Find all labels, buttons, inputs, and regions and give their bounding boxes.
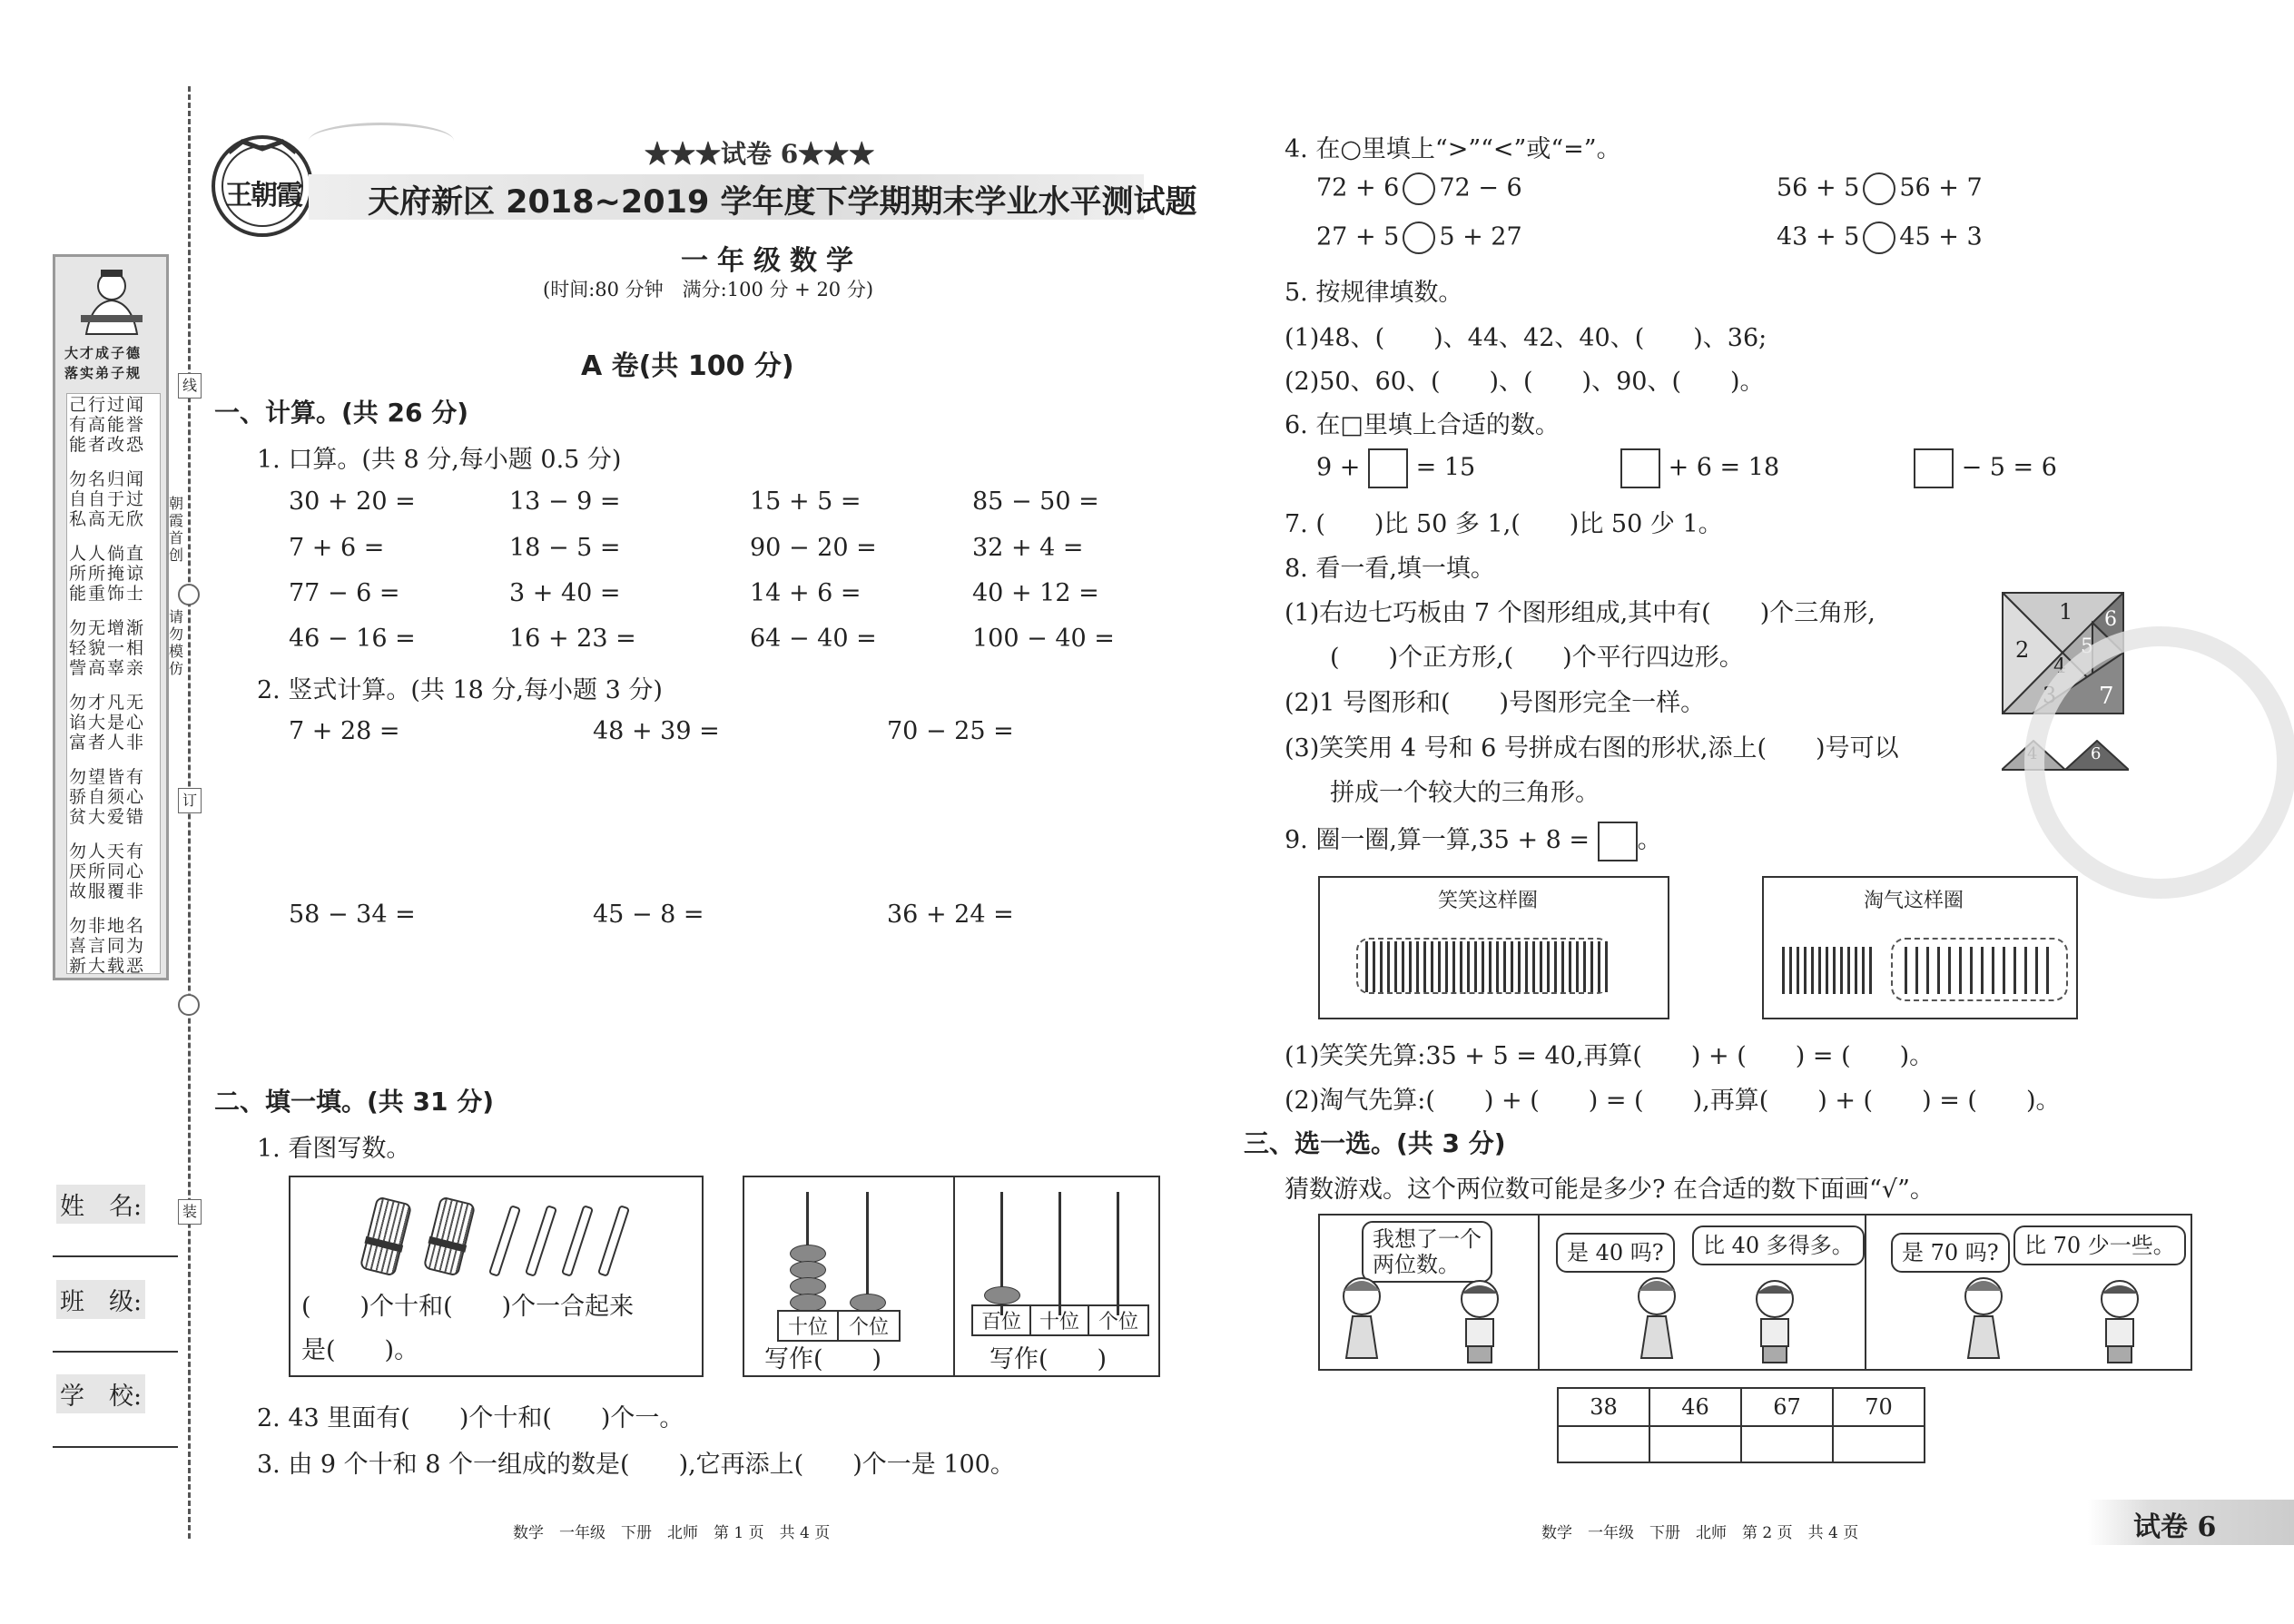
footer-tag: 试卷 6 bbox=[2133, 1511, 2217, 1543]
tangram-num: 3 bbox=[2043, 683, 2057, 708]
compare-right: 5 + 27 bbox=[1439, 222, 1522, 251]
motto-line: 有高能誉 bbox=[69, 415, 146, 435]
motto-line: 轻貌一相 bbox=[69, 638, 146, 658]
s2-q7: 7. ( )比 50 多 1,( )比 50 少 1。 bbox=[1285, 510, 1723, 538]
abacus-place-label: 十位 bbox=[1031, 1306, 1089, 1334]
s2-q8-title: 8. 看一看,填一填。 bbox=[1285, 555, 1495, 583]
abacus-label-row bbox=[971, 1304, 1149, 1336]
s2-q8-3a: (3)笑笑用 4 号和 6 号拼成右图的形状,添上( )号可以 bbox=[1285, 734, 1899, 763]
s2-q6-title: 6. 在□里填上合适的数。 bbox=[1285, 411, 1560, 439]
compare-circle[interactable] bbox=[1403, 172, 1435, 205]
oral-item: 40 + 12 = bbox=[972, 579, 1099, 607]
girl-illustration bbox=[1952, 1271, 2015, 1368]
ribbon-decoration bbox=[309, 123, 454, 159]
compare-circle[interactable] bbox=[1863, 172, 1895, 205]
compare-item bbox=[1777, 221, 1983, 254]
motto-line: 喜言同为 bbox=[69, 936, 146, 956]
answer-box[interactable] bbox=[1598, 822, 1638, 861]
q9-text: 9. 圈一圈,算一算,35 + 8 = bbox=[1285, 826, 1590, 854]
oral-item: 32 + 4 = bbox=[972, 534, 1084, 562]
vertical-item: 36 + 24 = bbox=[887, 901, 1014, 929]
class-label: 班 级: bbox=[56, 1280, 145, 1319]
compare-left: 72 + 6 bbox=[1316, 173, 1400, 202]
abacus-bead bbox=[850, 1294, 886, 1312]
motto-line: 勿人天有 bbox=[69, 842, 146, 861]
s2-q5-title: 5. 按规律填数。 bbox=[1285, 279, 1463, 307]
bundle-sticks bbox=[1782, 947, 1873, 994]
choice-value: 70 bbox=[1833, 1388, 1925, 1426]
slogan-1: 大才成子德 bbox=[64, 345, 143, 361]
abacus-place-label: 个位 bbox=[848, 1316, 889, 1339]
speech-bubble: 比 40 多得多。 bbox=[1692, 1225, 1865, 1265]
answer-box[interactable] bbox=[1914, 448, 1954, 488]
scholar-illustration bbox=[74, 266, 150, 339]
s3-intro: 猜数游戏。这个两位数可能是多少? 在合适的数下面画“√”。 bbox=[1285, 1176, 1935, 1204]
bubble-line: 两位数。 bbox=[1373, 1252, 1460, 1277]
motto-line: 勿望皆有 bbox=[69, 767, 146, 787]
speech-bubble: 是 70 吗? bbox=[1891, 1233, 2010, 1273]
check-cell[interactable] bbox=[1833, 1426, 1925, 1462]
circle-method-box-1 bbox=[1318, 876, 1669, 1019]
section3-heading: 三、选一选。(共 3 分) bbox=[1244, 1128, 1506, 1158]
eq-text: − 5 = 6 bbox=[1961, 453, 2057, 482]
motto-line: 勿无增渐 bbox=[69, 618, 146, 638]
abacus-place-label: 个位 bbox=[1098, 1311, 1138, 1334]
abacus-rod bbox=[866, 1192, 869, 1310]
seal-char-top: 线 bbox=[178, 373, 202, 399]
stick-bundle bbox=[359, 1196, 413, 1276]
panel-divider bbox=[1865, 1216, 1866, 1369]
motto-line: 己行过闻 bbox=[69, 395, 146, 415]
compare-item bbox=[1316, 221, 1522, 254]
motto-line: 勿才凡无 bbox=[69, 693, 146, 713]
compare-item bbox=[1777, 172, 1983, 205]
motto-line: 故服覆非 bbox=[69, 881, 146, 901]
tangram-num: 7 bbox=[2099, 683, 2114, 710]
eq-text: 9 + bbox=[1316, 453, 1361, 482]
tangram-num: 6 bbox=[2091, 744, 2102, 763]
abacus-place-label: 百位 bbox=[973, 1306, 1031, 1334]
vertical-item: 48 + 39 = bbox=[593, 717, 720, 745]
oral-item: 16 + 23 = bbox=[509, 625, 636, 653]
s2-q8-1a: (1)右边七巧板由 7 个图形组成,其中有( )个三角形, bbox=[1285, 599, 1876, 627]
abacus-bead bbox=[984, 1286, 1020, 1304]
tangram-num: 6 bbox=[2104, 608, 2117, 631]
motto-line: 勿名归闻 bbox=[69, 469, 146, 489]
abacus-bead bbox=[790, 1294, 826, 1312]
choices-table bbox=[1557, 1387, 1925, 1463]
time-info: (时间:80 分钟 满分:100 分 + 20 分) bbox=[543, 279, 874, 300]
choice-value: 67 bbox=[1741, 1388, 1833, 1426]
girl-illustration bbox=[1625, 1271, 1689, 1368]
motto-line: 谄大是心 bbox=[69, 713, 146, 733]
boy-illustration bbox=[2088, 1275, 2151, 1373]
single-stick bbox=[597, 1205, 630, 1277]
oral-item: 46 − 16 = bbox=[289, 625, 416, 653]
single-stick bbox=[525, 1205, 557, 1277]
vertical-item: 7 + 28 = bbox=[289, 717, 400, 745]
bubble-line: 我想了一个 bbox=[1373, 1226, 1482, 1252]
tangram-num: 2 bbox=[2015, 637, 2030, 663]
boy-illustration bbox=[1743, 1275, 1807, 1373]
box-caption: 淘气这样圈 bbox=[1864, 890, 1964, 912]
tangram-num: 1 bbox=[2059, 599, 2073, 625]
motto-line: 贫大爱错 bbox=[69, 807, 146, 827]
name-label: 姓 名: bbox=[56, 1185, 145, 1224]
check-cell[interactable] bbox=[1649, 1426, 1741, 1462]
watermark-seal bbox=[2024, 626, 2294, 899]
q2-title: 2. 竖式计算。(共 18 分,每小题 3 分) bbox=[257, 676, 663, 704]
oral-item: 64 − 40 = bbox=[750, 625, 877, 653]
school-label: 学 校: bbox=[56, 1374, 145, 1413]
tangram-num: 4 bbox=[2027, 744, 2038, 763]
compare-right: 56 + 7 bbox=[1899, 173, 1983, 202]
abacus-divider bbox=[953, 1177, 955, 1375]
choice-value: 38 bbox=[1558, 1388, 1649, 1426]
panel-divider bbox=[1538, 1216, 1540, 1369]
bundle-sticks bbox=[1365, 941, 1610, 992]
abacus-bead bbox=[790, 1245, 826, 1263]
tangram-num: 4 bbox=[2053, 655, 2066, 678]
boy-illustration bbox=[1448, 1275, 1511, 1373]
s2-q5-line1: (1)48、( )、44、42、40、( )、36; bbox=[1285, 324, 1767, 352]
abacus-label-row bbox=[777, 1310, 901, 1342]
compare-right: 72 − 6 bbox=[1439, 173, 1522, 202]
s2-q4-title: 4. 在○里填上“>”“<”或“=”。 bbox=[1285, 135, 1621, 163]
check-cell[interactable] bbox=[1558, 1426, 1649, 1462]
sticks-box bbox=[289, 1176, 704, 1377]
single-stick bbox=[561, 1205, 594, 1277]
s2-q9-1: (1)笑笑先算:35 + 5 = 40,再算( ) + ( ) = ( )。 bbox=[1285, 1042, 1935, 1070]
motto-line: 能者改恐 bbox=[69, 435, 146, 455]
s2-q8-1b: ( )个正方形,( )个平行四边形。 bbox=[1330, 644, 1744, 672]
oral-item: 90 − 20 = bbox=[750, 534, 877, 562]
motto-line: 厌所同心 bbox=[69, 861, 146, 881]
compare-circle[interactable] bbox=[1403, 221, 1435, 254]
oral-item: 100 − 40 = bbox=[972, 625, 1115, 653]
subject-title: 一年级数学 bbox=[681, 245, 862, 277]
eq-text: + 6 = 18 bbox=[1668, 453, 1780, 482]
class-field[interactable] bbox=[53, 1351, 178, 1353]
oral-item: 77 − 6 = bbox=[289, 579, 400, 607]
oral-item: 3 + 40 = bbox=[509, 579, 621, 607]
compare-left: 56 + 5 bbox=[1777, 173, 1860, 202]
name-field[interactable] bbox=[53, 1255, 178, 1257]
sticks-answer-line1: ( )个十和( )个一合起来 bbox=[301, 1293, 635, 1321]
section2-heading: 二、填一填。(共 31 分) bbox=[214, 1087, 495, 1117]
abacus-rod bbox=[1117, 1192, 1119, 1315]
motto-line: 私高无欣 bbox=[69, 509, 146, 529]
oral-item: 7 + 6 = bbox=[289, 534, 385, 562]
eq-text: = 15 bbox=[1415, 453, 1476, 482]
warning-2: 请勿模仿 bbox=[169, 608, 184, 677]
s2-q1-title: 1. 看图写数。 bbox=[257, 1135, 411, 1163]
box-caption: 笑笑这样圈 bbox=[1438, 890, 1539, 912]
s2-q8-2: (2)1 号图形和( )号图形完全一样。 bbox=[1285, 689, 1706, 717]
sticks-answer-line2: 是( )。 bbox=[301, 1336, 419, 1364]
motto-line: 骄自须心 bbox=[69, 787, 146, 807]
abacus-write-as: 写作( ) bbox=[764, 1345, 882, 1373]
abacus-box bbox=[743, 1176, 1160, 1377]
compare-left: 43 + 5 bbox=[1777, 222, 1860, 251]
slogan-2: 落实弟子规 bbox=[64, 365, 143, 381]
s2-q2: 2. 43 里面有( )个十和( )个一。 bbox=[257, 1404, 684, 1432]
abacus-rod bbox=[1058, 1192, 1061, 1315]
binding-hole-icon bbox=[178, 994, 200, 1016]
exam-number: ★★★试卷 6★★★ bbox=[645, 139, 875, 169]
s2-q5-line2: (2)50、60、( )、( )、90、( )。 bbox=[1285, 368, 1765, 396]
vertical-item: 58 − 34 = bbox=[289, 901, 416, 929]
s2-q9-2: (2)淘气先算:( ) + ( ) = ( ),再算( ) + ( ) = ( )。 bbox=[1285, 1087, 2061, 1115]
fill-box-eq bbox=[1914, 448, 2057, 488]
vertical-item: 70 − 25 = bbox=[887, 717, 1014, 745]
motto-line: 勿非地名 bbox=[69, 916, 146, 936]
abacus-place-label: 十位 bbox=[779, 1312, 839, 1340]
binding-hole-icon bbox=[178, 584, 200, 605]
footer-right: 数学 一年级 下册 北师 第 2 页 共 4 页 bbox=[1541, 1524, 1859, 1542]
vertical-item: 45 − 8 = bbox=[593, 901, 704, 929]
q1-title: 1. 口算。(共 8 分,每小题 0.5 分) bbox=[257, 446, 622, 474]
seal-char-mid: 订 bbox=[178, 788, 202, 813]
seal-char-bot: 装 bbox=[178, 1199, 202, 1225]
exam-title: 天府新区 2018~2019 学年度下学期期末学业水平测试题 bbox=[368, 184, 1197, 221]
s2-q9-title: 9. 圈一圈,算一算,35 + 8 = 。 bbox=[1285, 820, 1662, 861]
logo-text: 王朝霞 bbox=[225, 180, 301, 212]
abacus-bead bbox=[790, 1261, 826, 1279]
warning-1: 朝霞首创 bbox=[169, 495, 184, 564]
motto-line: 新大载恶 bbox=[69, 956, 146, 976]
answer-box[interactable] bbox=[1620, 448, 1660, 488]
motto-line: 訾高辜亲 bbox=[69, 658, 146, 678]
choice-value: 46 bbox=[1649, 1388, 1741, 1426]
abacus-write-as: 写作( ) bbox=[989, 1345, 1108, 1373]
fill-box-eq bbox=[1316, 448, 1475, 488]
circle-method-box-2 bbox=[1762, 876, 2078, 1019]
s2-q3: 3. 由 9 个十和 8 个一组成的数是( ),它再添上( )个一是 100。 bbox=[257, 1451, 1015, 1479]
volume-title: A 卷(共 100 分) bbox=[581, 350, 794, 382]
oral-item: 18 − 5 = bbox=[509, 534, 621, 562]
footer-left: 数学 一年级 下册 北师 第 1 页 共 4 页 bbox=[513, 1524, 831, 1542]
compare-right: 45 + 3 bbox=[1899, 222, 1983, 251]
stick-bundle bbox=[423, 1196, 477, 1276]
single-sticks bbox=[1905, 947, 2050, 994]
oral-item: 14 + 6 = bbox=[750, 579, 861, 607]
tangram-num: 5 bbox=[2081, 635, 2093, 658]
oral-item: 13 − 9 = bbox=[509, 487, 621, 516]
compare-circle[interactable] bbox=[1863, 221, 1895, 254]
fill-box-eq bbox=[1620, 448, 1779, 488]
motto-line: 人人倘直 bbox=[69, 544, 146, 564]
school-field[interactable] bbox=[53, 1446, 178, 1448]
section1-heading: 一、计算。(共 26 分) bbox=[214, 398, 469, 428]
oral-item: 85 − 50 = bbox=[972, 487, 1099, 516]
compare-left: 27 + 5 bbox=[1316, 222, 1400, 251]
oral-item: 30 + 20 = bbox=[289, 487, 416, 516]
speech-bubble: 是 40 吗? bbox=[1556, 1233, 1675, 1273]
motto-line: 富者人非 bbox=[69, 733, 146, 753]
speech-bubble: 比 70 少一些。 bbox=[2013, 1225, 2186, 1265]
answer-box[interactable] bbox=[1368, 448, 1408, 488]
abacus-bead bbox=[790, 1277, 826, 1295]
motto-line: 能重饰士 bbox=[69, 584, 146, 604]
motto-line: 所所掩谅 bbox=[69, 564, 146, 584]
oral-item: 15 + 5 = bbox=[750, 487, 861, 516]
check-cell[interactable] bbox=[1741, 1426, 1833, 1462]
motto-line: 自自于过 bbox=[69, 489, 146, 509]
compare-item bbox=[1316, 172, 1522, 205]
girl-illustration bbox=[1330, 1271, 1393, 1368]
s2-q8-3b: 拼成一个较大的三角形。 bbox=[1330, 779, 1600, 807]
single-stick bbox=[488, 1205, 521, 1277]
